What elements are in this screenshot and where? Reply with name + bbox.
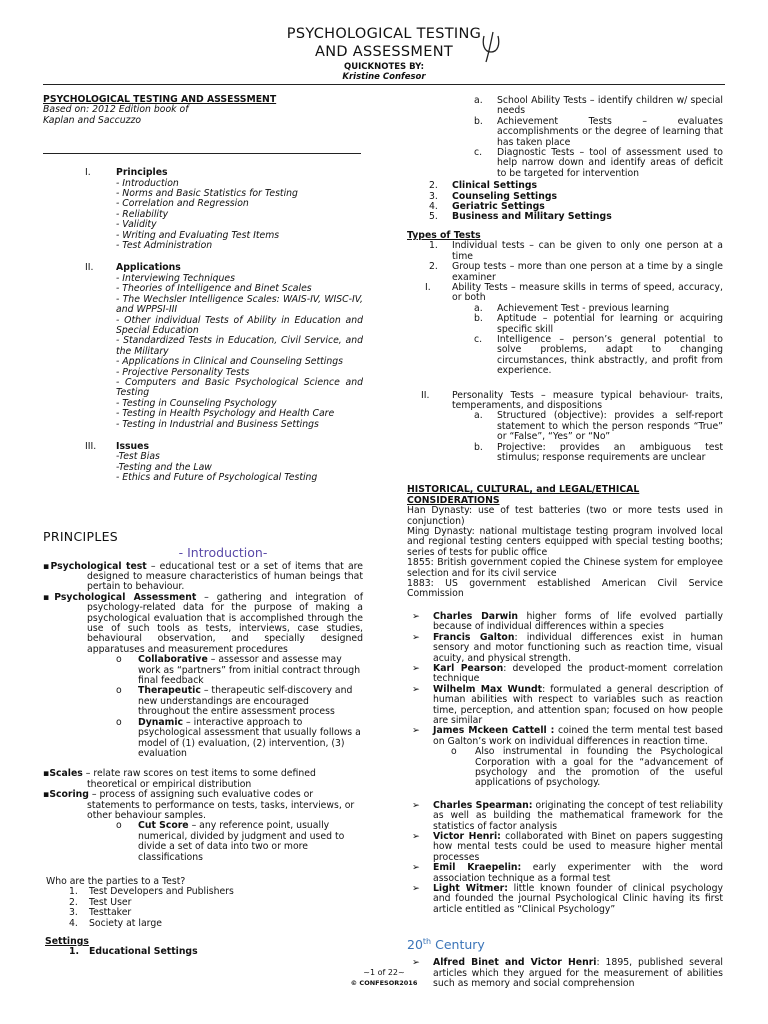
left-column bbox=[43, 95, 363, 958]
ability-tests bbox=[407, 283, 723, 304]
school-test-item: c. Diagnostic Tests – tool of assessment used to help narrow down and identify areas of deficit to be targeted for intervention bbox=[474, 147, 723, 179]
person-item-marker: ➢ bbox=[412, 610, 420, 622]
person-item: ➢ Francis Galton: individual differences exist in human sensory and motor functioning such as reaction time, visual acuity, and physical strength. bbox=[412, 631, 723, 664]
test-type-item: 2. Group tests – more than one person at a time by a single examiner bbox=[429, 261, 723, 283]
parties-list bbox=[43, 887, 363, 929]
parties-question: Who are the parties to a Test? bbox=[46, 875, 186, 887]
definition-item-marker: ▪ bbox=[43, 768, 50, 780]
settings-item-1: 1. Educational Settings bbox=[69, 946, 198, 958]
definition-item-marker: ▪ bbox=[43, 789, 50, 801]
outline-heading: I. Principles bbox=[85, 167, 168, 179]
outline-section bbox=[43, 442, 363, 484]
assessment-type-marker: o bbox=[116, 685, 122, 697]
ability-item: b. Aptitude – potential for learning or acquiring specific skill bbox=[474, 313, 723, 335]
outline-item: - Norms and Basic Statistics for Testing bbox=[116, 188, 298, 200]
ability-item-marker: b. bbox=[474, 313, 483, 325]
outline-heading: II. Applications bbox=[85, 262, 181, 274]
page-footer bbox=[0, 968, 768, 988]
definition-item: ▪Scales – relate raw scores on test items to some defined theoretical or empirical distribution bbox=[43, 768, 316, 790]
person-item-marker: ➢ bbox=[412, 862, 420, 874]
definition-item: ▪Psychological Assessment – gathering and integration of psychology-related data for the purpose of making a psychological evaluation that is accomplished through the use of such tools as tests, interviews, case studies, behavioural observation, and specially designed apparatuses and measurement procedures bbox=[43, 591, 364, 655]
ability-item: a. Achievement Test - previous learning bbox=[474, 302, 670, 314]
principles-heading: PRINCIPLES bbox=[43, 528, 119, 544]
test-type-item-marker: 1. bbox=[429, 240, 438, 252]
history-list bbox=[407, 506, 723, 600]
party-item-marker: 1. bbox=[69, 886, 78, 898]
title-line-2: AND ASSESSMENT bbox=[314, 43, 453, 60]
century-heading: 20th Century bbox=[407, 937, 485, 953]
outline-item: - Interviewing Techniques bbox=[116, 272, 235, 284]
assessment-type: o Dynamic – interactive approach to psychological assessment that usually follows a model of (1) evaluation, (2) intervention, (3) evaluation bbox=[116, 716, 361, 759]
outline bbox=[43, 168, 363, 483]
outline-item: - Applications in Clinical and Counseling Settings bbox=[116, 356, 343, 368]
outline-heading-marker: I. bbox=[85, 167, 91, 179]
definition-item-marker: ▪ bbox=[43, 591, 55, 603]
doc-title: PSYCHOLOGICAL TESTING AND ASSESSMENT bbox=[43, 94, 277, 105]
outline-item: - Reliability bbox=[116, 208, 169, 220]
party-item-marker: 4. bbox=[69, 917, 78, 929]
person-item: ➢ James Mckeen Cattell : coined the term mental test based on Galton’s work on individual differences in reaction time. bbox=[412, 725, 723, 747]
person-item: ➢ Charles Spearman: originating the concept of test reliability as well as building the mathematical framework for the statistics of factor analysis bbox=[412, 799, 724, 832]
quicknotes-label: QUICKNOTES BY: bbox=[344, 62, 424, 72]
outline-item: - Testing in Counseling Psychology bbox=[116, 397, 277, 409]
school-test-item: b. Achievement Tests – evaluates accomplishments or the degree of learning that has taken place bbox=[474, 115, 723, 148]
party-item: 1. Test Developers and Publishers bbox=[69, 886, 234, 898]
definitions-list bbox=[43, 562, 363, 656]
personality-items bbox=[407, 411, 723, 463]
outline-item: - Testing in Health Psychology and Health Care bbox=[116, 408, 335, 420]
school-test-item-marker: c. bbox=[474, 147, 483, 159]
personality-heading: II. Personality Tests – measure typical behaviour- traits, temperaments, and dispositions bbox=[421, 389, 723, 411]
person-item: ➢ Alfred Binet and Victor Henri: 1895, published several articles which they argued for the measurement of abilities such as memory and social comprehension bbox=[412, 957, 724, 990]
cut-score: o Cut Score – any reference point, usually numerical, divided by judgment and used to divide a set of data into two or more classifications bbox=[116, 820, 345, 863]
outline-item: - Standardized Tests in Education, Civil Service, and the Military bbox=[116, 335, 363, 357]
right-column bbox=[407, 95, 723, 990]
personality-item: b. Projective: provides an ambiguous test stimulus; response requirements are unclear bbox=[474, 441, 723, 463]
cut-score-item bbox=[43, 821, 363, 863]
test-type-item: 1. Individual tests – can be given to only one person at a time bbox=[429, 240, 723, 262]
person-item-marker: ➢ bbox=[412, 631, 420, 643]
school-test-item-marker: b. bbox=[474, 115, 483, 127]
outline-section bbox=[43, 168, 363, 251]
setting-item-marker: 5. bbox=[429, 211, 438, 223]
assessment-type: o Collaborative – assessor and assesse may work as “partners” from initial contract through final feedback bbox=[116, 654, 361, 687]
document-header bbox=[0, 26, 768, 82]
party-item-marker: 3. bbox=[69, 907, 78, 919]
title-line-1: PSYCHOLOGICAL TESTING bbox=[286, 26, 482, 42]
school-test-item-marker: a. bbox=[474, 95, 483, 106]
assessment-type: o Therapeutic – therapeutic self-discovery and new understandings are encouraged throughout the entire assessment process bbox=[116, 685, 353, 718]
personality-item: a. Structured (objective): provides a self-report statement to which the person responds “True” or “False”, “Yes” or “No” bbox=[474, 410, 723, 443]
school-tests-list bbox=[407, 96, 723, 179]
outline-item: - Test Administration bbox=[116, 240, 213, 252]
ability-items bbox=[407, 304, 723, 377]
person-item: ➢ Charles Darwin higher forms of life evolved partially because of individual differences within a species bbox=[412, 610, 723, 633]
personality-heading-marker: II. bbox=[421, 389, 430, 401]
outline-heading: III. Issues bbox=[85, 440, 149, 452]
outline-item: - Testing in Industrial and Business Settings bbox=[116, 418, 319, 430]
person-item: ➢ Emil Kraepelin: early experimenter with the word association technique as a formal test bbox=[412, 862, 724, 884]
ability-item: c. Intelligence – person’s general potential to solve problems, adapt to changing circumstances, think abstractly, and profit from experience. bbox=[474, 333, 723, 377]
party-item: 2. Test User bbox=[69, 896, 132, 908]
outline-heading-marker: II. bbox=[85, 262, 94, 274]
author-name: Kristine Confesor bbox=[342, 72, 426, 82]
history-line: 1883: US government established American Civil Service Commission bbox=[407, 578, 723, 600]
person-item: ➢ Light Witmer: little known founder of clinical psychology and founded the journal Psychological Clinic having its first article entitled as “Clinical Psychology” bbox=[412, 883, 724, 915]
person-item-marker: ➢ bbox=[412, 662, 420, 674]
psi-logo-icon bbox=[474, 30, 508, 64]
types-list bbox=[407, 241, 723, 283]
cattell-sub-item: o Also instrumental in founding the Psychological Corporation with a goal for the “advancement of psychology and the promotion of the useful applications of psychology. bbox=[451, 746, 723, 789]
definition-item: ▪Scoring – process of assigning such evaluative codes or statements to performance on tests, tasks, interviews, or other behaviour samples. bbox=[43, 789, 355, 821]
assessment-types-list bbox=[43, 655, 363, 759]
party-item-marker: 2. bbox=[69, 896, 78, 908]
setting-item: 2. Clinical Settings bbox=[429, 180, 538, 192]
person-item-marker: ➢ bbox=[412, 799, 420, 811]
setting-item: 4. Geriatric Settings bbox=[429, 201, 545, 213]
setting-item: 3. Counseling Settings bbox=[429, 190, 558, 202]
ability-heading: I. Ability Tests – measure skills in terms of speed, accuracy, or both bbox=[425, 281, 723, 304]
party-item: 3. Testtaker bbox=[69, 907, 132, 919]
personality-item-marker: a. bbox=[474, 410, 483, 422]
outline-item: - Correlation and Regression bbox=[116, 198, 249, 210]
outline-item: - Ethics and Future of Psychological Testing bbox=[116, 472, 318, 484]
person-item: ➢ Wilhelm Max Wundt: formulated a general description of human abilities with respect to variables such as reaction time, perception, and attention span; focused on how people are similar bbox=[412, 683, 723, 726]
setting-item: 5. Business and Military Settings bbox=[429, 211, 612, 223]
history-line: Han Dynasty: use of test batteries (two or more tests used in conjunction) bbox=[407, 505, 723, 527]
outline-item: - Writing and Evaluating Test Items bbox=[116, 229, 280, 241]
outline-item: -Testing and the Law bbox=[116, 461, 212, 473]
person-item: ➢ Victor Henri: collaborated with Binet on papers suggesting how mental tests could be used to measure higher mental processes bbox=[412, 831, 723, 863]
person-item-marker: ➢ bbox=[412, 831, 420, 842]
definitions-list-2 bbox=[43, 769, 363, 821]
setting-item-marker: 3. bbox=[429, 190, 438, 202]
outline-item: - The Wechsler Intelligence Scales: WAIS-IV, WISC-IV, and WPPSI-III bbox=[116, 293, 363, 316]
outline-item: - Theories of Intelligence and Binet Scales bbox=[116, 283, 312, 295]
assessment-type-marker: o bbox=[116, 716, 122, 728]
person-item-marker: ➢ bbox=[412, 725, 420, 737]
ability-heading-marker: I. bbox=[425, 281, 431, 293]
school-test-item: a. School Ability Tests – identify children w/ special needs bbox=[474, 95, 723, 117]
history-line: Ming Dynasty: national multistage testing program involved local and regional testing centers equipped with special testing booths; series of tests for public office bbox=[407, 526, 723, 558]
history-line: 1855: British government copied the Chinese system for employee selection and for its civil service bbox=[407, 557, 723, 579]
outline-item: - Introduction bbox=[116, 177, 179, 189]
person-item: ➢ Karl Pearson: developed the product-moment correlation technique bbox=[412, 662, 723, 685]
outline-item: -Test Bias bbox=[116, 451, 160, 463]
page-number: ~1 of 22~ bbox=[363, 968, 405, 977]
based-on: Based on: 2012 Edition book of bbox=[43, 104, 189, 116]
personality-tests bbox=[407, 391, 723, 412]
setting-item-marker: 2. bbox=[429, 180, 438, 192]
test-type-item-marker: 2. bbox=[429, 261, 438, 273]
assessment-type-marker: o bbox=[116, 654, 122, 666]
book-authors: Kaplan and Saccuzzo bbox=[43, 114, 142, 126]
person-item-marker: ➢ bbox=[412, 883, 420, 895]
history-heading: HISTORICAL, CULTURAL, and LEGAL/ETHICAL CONSIDERATIONS bbox=[407, 484, 640, 506]
person-item-marker: ➢ bbox=[412, 957, 420, 969]
personality-item-marker: b. bbox=[474, 441, 483, 453]
party-item: 4. Society at large bbox=[69, 917, 162, 929]
introduction-heading: - Introduction- bbox=[178, 544, 268, 560]
outline-item: - Projective Personality Tests bbox=[116, 366, 250, 378]
cut-score-marker: o bbox=[116, 820, 122, 832]
outline-item: - Validity bbox=[116, 219, 157, 231]
copyright: © CONFESOR2016 bbox=[350, 979, 418, 987]
outline-section bbox=[43, 263, 363, 430]
definition-item-marker: ▪ bbox=[43, 560, 51, 572]
divider bbox=[43, 153, 361, 154]
ability-item-marker: a. bbox=[474, 302, 483, 314]
outline-item: - Computers and Basic Psychological Science and Testing bbox=[116, 376, 363, 399]
people-list bbox=[407, 612, 723, 747]
people-list-2 bbox=[407, 801, 723, 915]
ability-item-marker: c. bbox=[474, 333, 483, 345]
outline-heading-marker: III. bbox=[85, 440, 97, 452]
person-item-marker: ➢ bbox=[412, 683, 420, 695]
settings-list bbox=[407, 181, 723, 223]
outline-item: - Other individual Tests of Ability in Education and Special Education bbox=[116, 314, 363, 336]
settings-heading: Settings bbox=[45, 936, 89, 947]
definition-item: ▪Psychological test – educational test or a set of items that are designed to measure characteristics of human beings that pertain to behaviour. bbox=[43, 560, 363, 593]
header-rule bbox=[43, 84, 725, 85]
types-heading: Types of Tests bbox=[407, 229, 481, 241]
setting-item-marker: 4. bbox=[429, 201, 438, 213]
